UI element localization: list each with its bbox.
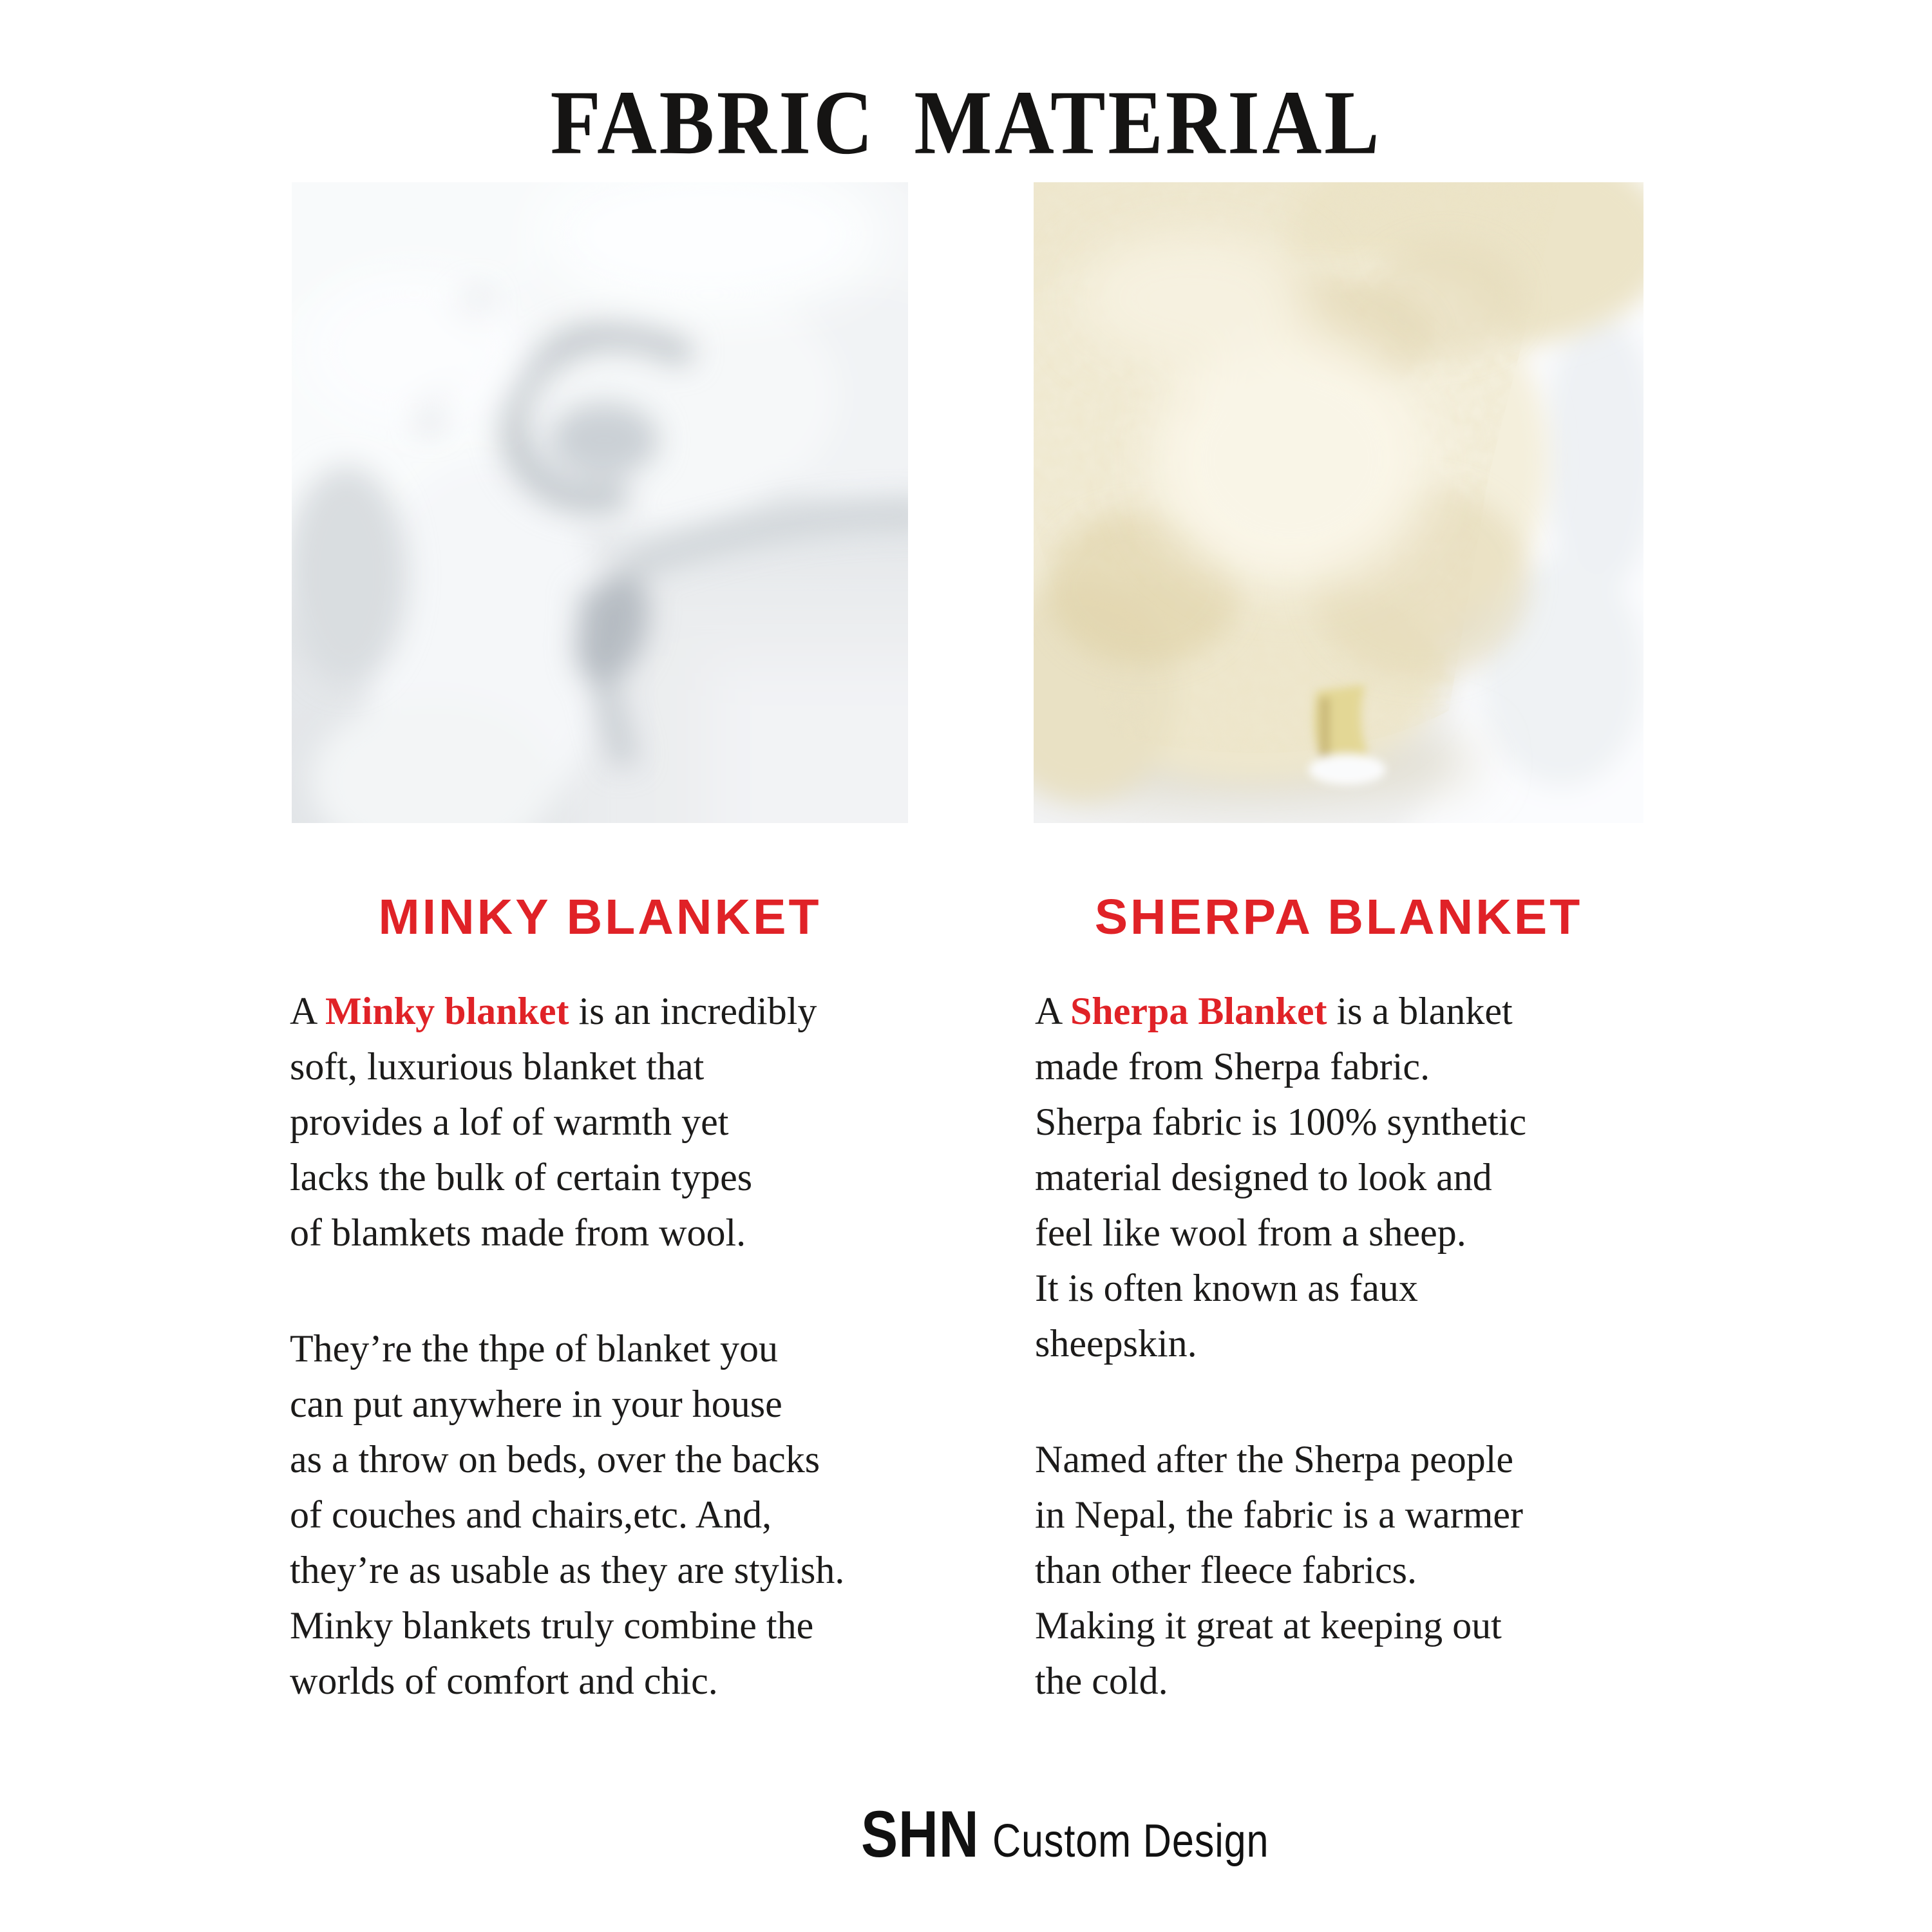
minky-fabric-photo <box>292 182 908 823</box>
sherpa-description <box>1035 983 1743 1709</box>
text-line: Making it great at keeping out <box>1035 1604 1502 1647</box>
text-line: Sherpa fabric is 100% synthetic <box>1035 1101 1527 1143</box>
text-line: soft, luxurious blanket that <box>290 1045 705 1088</box>
text-line: worlds of comfort and chic. <box>290 1660 718 1702</box>
intro-suffix: is an incredibly <box>569 990 817 1032</box>
intro-prefix: A <box>1035 990 1071 1032</box>
minky-description <box>290 983 1063 1709</box>
minky-intro-line <box>290 983 1063 1039</box>
text-line: provides a lof of warmth yet <box>290 1101 729 1143</box>
text-line: sheepskin. <box>1035 1322 1197 1365</box>
minky-fabric-illustration <box>292 182 908 823</box>
minky-paragraph-2 <box>290 1321 1063 1709</box>
brand-name: SHN <box>861 1797 980 1871</box>
intro-prefix: A <box>290 990 326 1032</box>
minky-heading: MINKY BLANKET <box>378 889 822 945</box>
page-title: FABRIC MATERIAL <box>550 71 1382 173</box>
text-line: lacks the bulk of certain types <box>290 1156 753 1198</box>
text-line: the cold. <box>1035 1660 1168 1702</box>
text-line: than other fleece fabrics. <box>1035 1549 1417 1591</box>
text-line: they’re as usable as they are stylish. <box>290 1549 845 1591</box>
sherpa-highlight: Sherpa Blanket <box>1070 990 1327 1032</box>
text-line: as a throw on beds, over the backs <box>290 1438 820 1481</box>
sherpa-fabric-illustration <box>1034 182 1643 823</box>
intro-suffix: is a blanket <box>1327 990 1513 1032</box>
sherpa-paragraph-1 <box>1035 1039 1743 1371</box>
text-line: can put anywhere in your house <box>290 1383 782 1425</box>
text-line: It is often known as faux <box>1035 1267 1418 1309</box>
text-line: Minky blankets truly combine the <box>290 1604 814 1647</box>
minky-paragraph-1 <box>290 1039 1063 1260</box>
footer-logo <box>861 1797 1318 1872</box>
text-line: feel like wool from a sheep. <box>1035 1211 1466 1254</box>
sherpa-paragraph-2 <box>1035 1432 1743 1709</box>
sherpa-intro-line <box>1035 983 1743 1039</box>
text-line: in Nepal, the fabric is a warmer <box>1035 1493 1523 1536</box>
sherpa-fabric-photo <box>1034 182 1643 823</box>
text-line: They’re the thpe of blanket you <box>290 1327 779 1370</box>
text-line: of couches and chairs,etc. And, <box>290 1493 772 1536</box>
minky-highlight: Minky blanket <box>325 990 569 1032</box>
text-line: Named after the Sherpa people <box>1035 1438 1513 1481</box>
sherpa-heading: SHERPA BLANKET <box>1094 889 1583 945</box>
text-line: made from Sherpa fabric. <box>1035 1045 1430 1088</box>
brand-tagline: Custom Design <box>992 1815 1269 1867</box>
text-line: material designed to look and <box>1035 1156 1492 1198</box>
text-line: of blamkets made from wool. <box>290 1211 746 1254</box>
